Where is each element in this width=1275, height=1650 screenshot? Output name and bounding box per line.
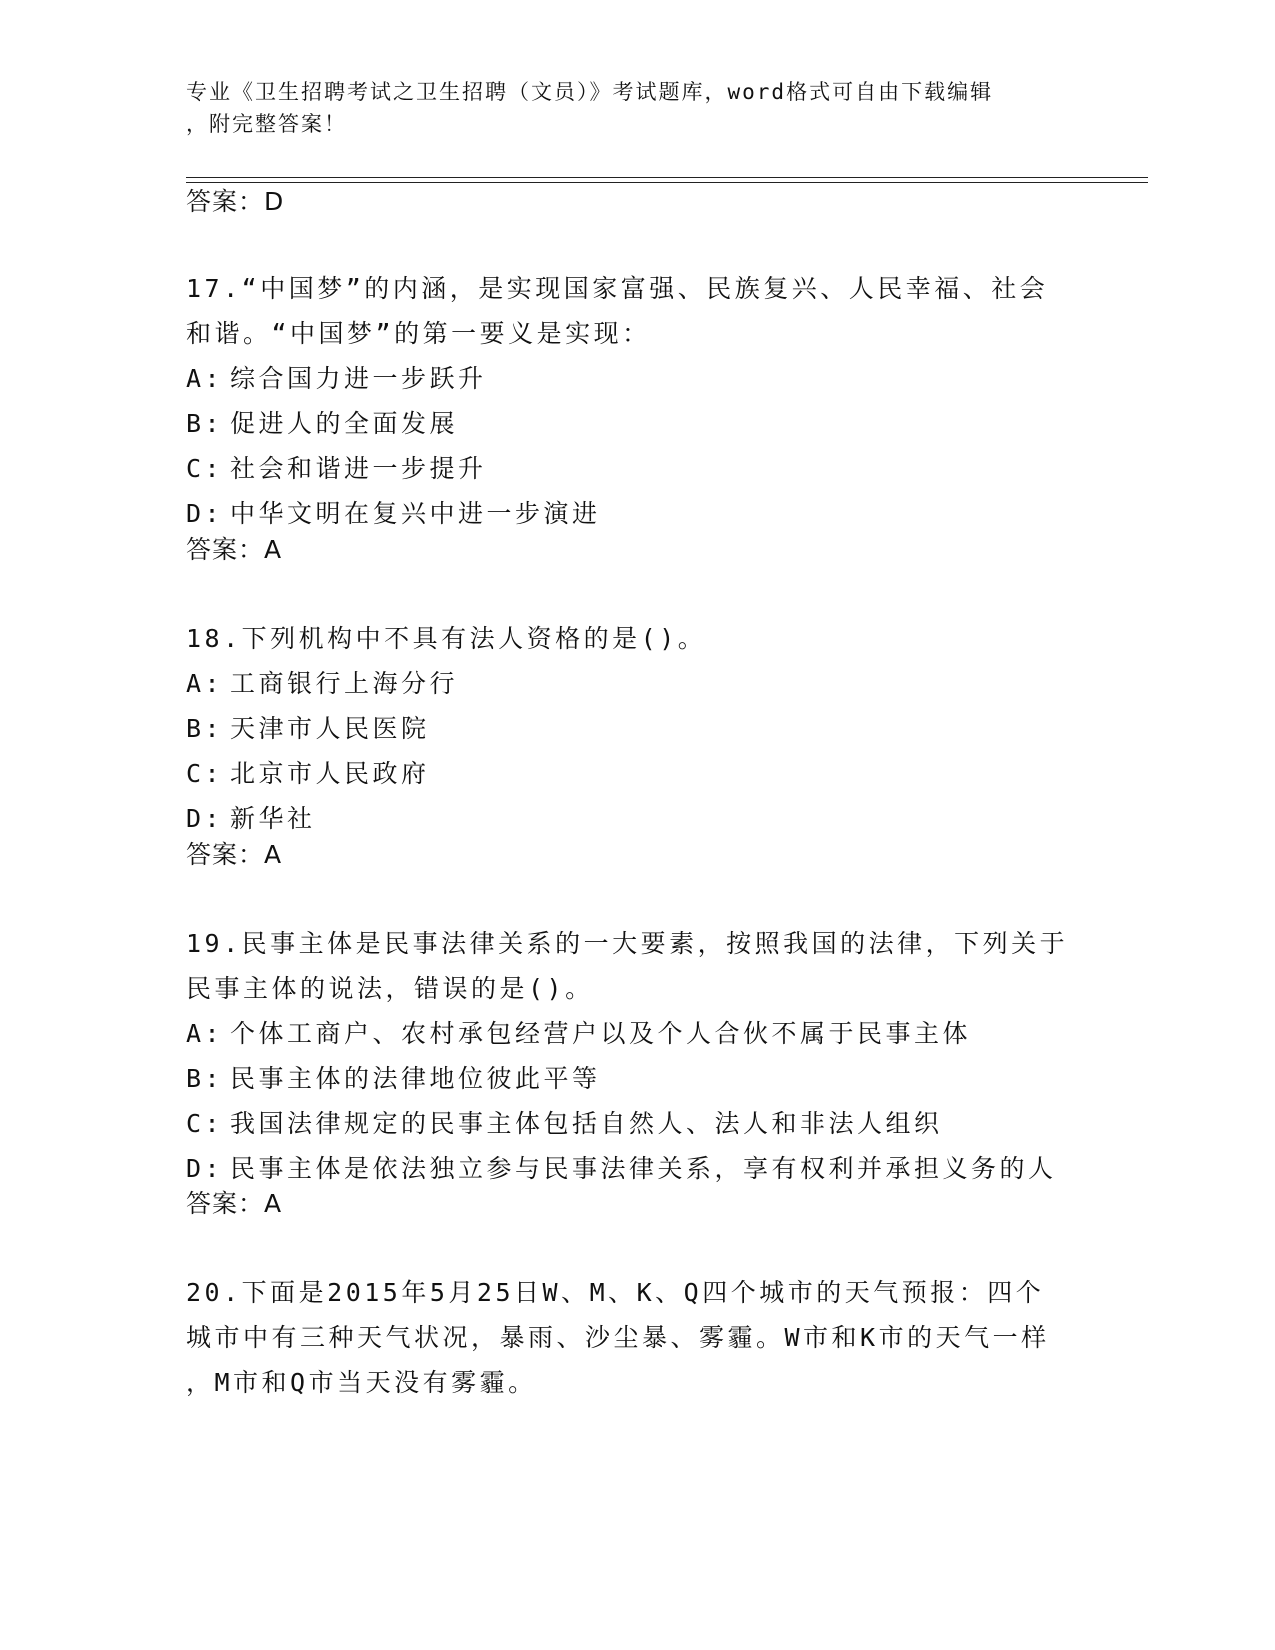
question-stem-line: 和谐。“中国梦”的第一要义是实现： [186, 319, 651, 348]
question-stem-line: 18.下列机构中不具有法人资格的是()。 [186, 624, 707, 653]
option-text: 个体工商户、农村承包经营户以及个人合伙不属于民事主体 [230, 1019, 972, 1048]
option-b [186, 1056, 1086, 1101]
answer-18: 答案：A [186, 840, 283, 869]
question-20 [186, 1270, 1086, 1405]
previous-answer: 答案：D [186, 187, 285, 216]
option-a [186, 1011, 1086, 1056]
header-divider [186, 177, 1148, 178]
option-c [186, 446, 1086, 491]
option-c [186, 751, 1086, 796]
option-a [186, 661, 1086, 706]
option-text: 新华社 [230, 804, 316, 833]
question-stem-line: 城市中有三种天气状况，暴雨、沙尘暴、雾霾。W市和K市的天气一样 [186, 1323, 1050, 1352]
option-text: 民事主体是依法独立参与民事法律关系，享有权利并承担义务的人 [230, 1154, 1057, 1183]
option-key: A: [186, 364, 224, 393]
option-text: 工商银行上海分行 [230, 669, 459, 698]
question-17 [186, 266, 1086, 536]
question-18 [186, 616, 1086, 841]
option-key: C: [186, 759, 224, 788]
question-stem-line: ，M市和Q市当天没有雾霾。 [186, 1368, 537, 1397]
option-text: 中华文明在复兴中进一步演进 [230, 499, 601, 528]
option-b [186, 401, 1086, 446]
answer-19: 答案：A [186, 1189, 283, 1218]
option-text: 天津市人民医院 [230, 714, 430, 743]
option-key: A: [186, 669, 224, 698]
option-d [186, 796, 1086, 841]
option-key: A: [186, 1019, 224, 1048]
question-stem-line: 民事主体的说法，错误的是()。 [186, 974, 594, 1003]
option-key: D: [186, 804, 224, 833]
option-c [186, 1101, 1086, 1146]
option-text: 社会和谐进一步提升 [230, 454, 487, 483]
option-d [186, 1146, 1086, 1191]
question-stem-line: 20.下面是2015年5月25日W、M、K、Q四个城市的天气预报：四个 [186, 1278, 1045, 1307]
header-title-line-1: 专业《卫生招聘考试之卫生招聘（文员）》考试题库，word格式可自由下载编辑 [186, 80, 994, 104]
option-text: 促进人的全面发展 [230, 409, 459, 438]
option-key: B: [186, 1064, 224, 1093]
header-divider-double [186, 182, 1148, 183]
option-b [186, 706, 1086, 751]
option-key: B: [186, 409, 224, 438]
option-text: 综合国力进一步跃升 [230, 364, 487, 393]
answer-17: 答案：A [186, 535, 283, 564]
option-key: B: [186, 714, 224, 743]
option-key: D: [186, 499, 224, 528]
option-d [186, 491, 1086, 536]
question-stem-line: 19.民事主体是民事法律关系的一大要素，按照我国的法律，下列关于 [186, 929, 1069, 958]
page-header [186, 76, 1066, 140]
option-key: D: [186, 1154, 224, 1183]
option-text: 民事主体的法律地位彼此平等 [230, 1064, 601, 1093]
header-title-line-2: ，附完整答案！ [186, 112, 347, 136]
option-key: C: [186, 1109, 224, 1138]
option-text: 我国法律规定的民事主体包括自然人、法人和非法人组织 [230, 1109, 943, 1138]
option-key: C: [186, 454, 224, 483]
option-a [186, 356, 1086, 401]
option-text: 北京市人民政府 [230, 759, 430, 788]
question-19 [186, 921, 1086, 1191]
question-stem-line: 17.“中国梦”的内涵，是实现国家富强、民族复兴、人民幸福、社会 [186, 274, 1049, 303]
